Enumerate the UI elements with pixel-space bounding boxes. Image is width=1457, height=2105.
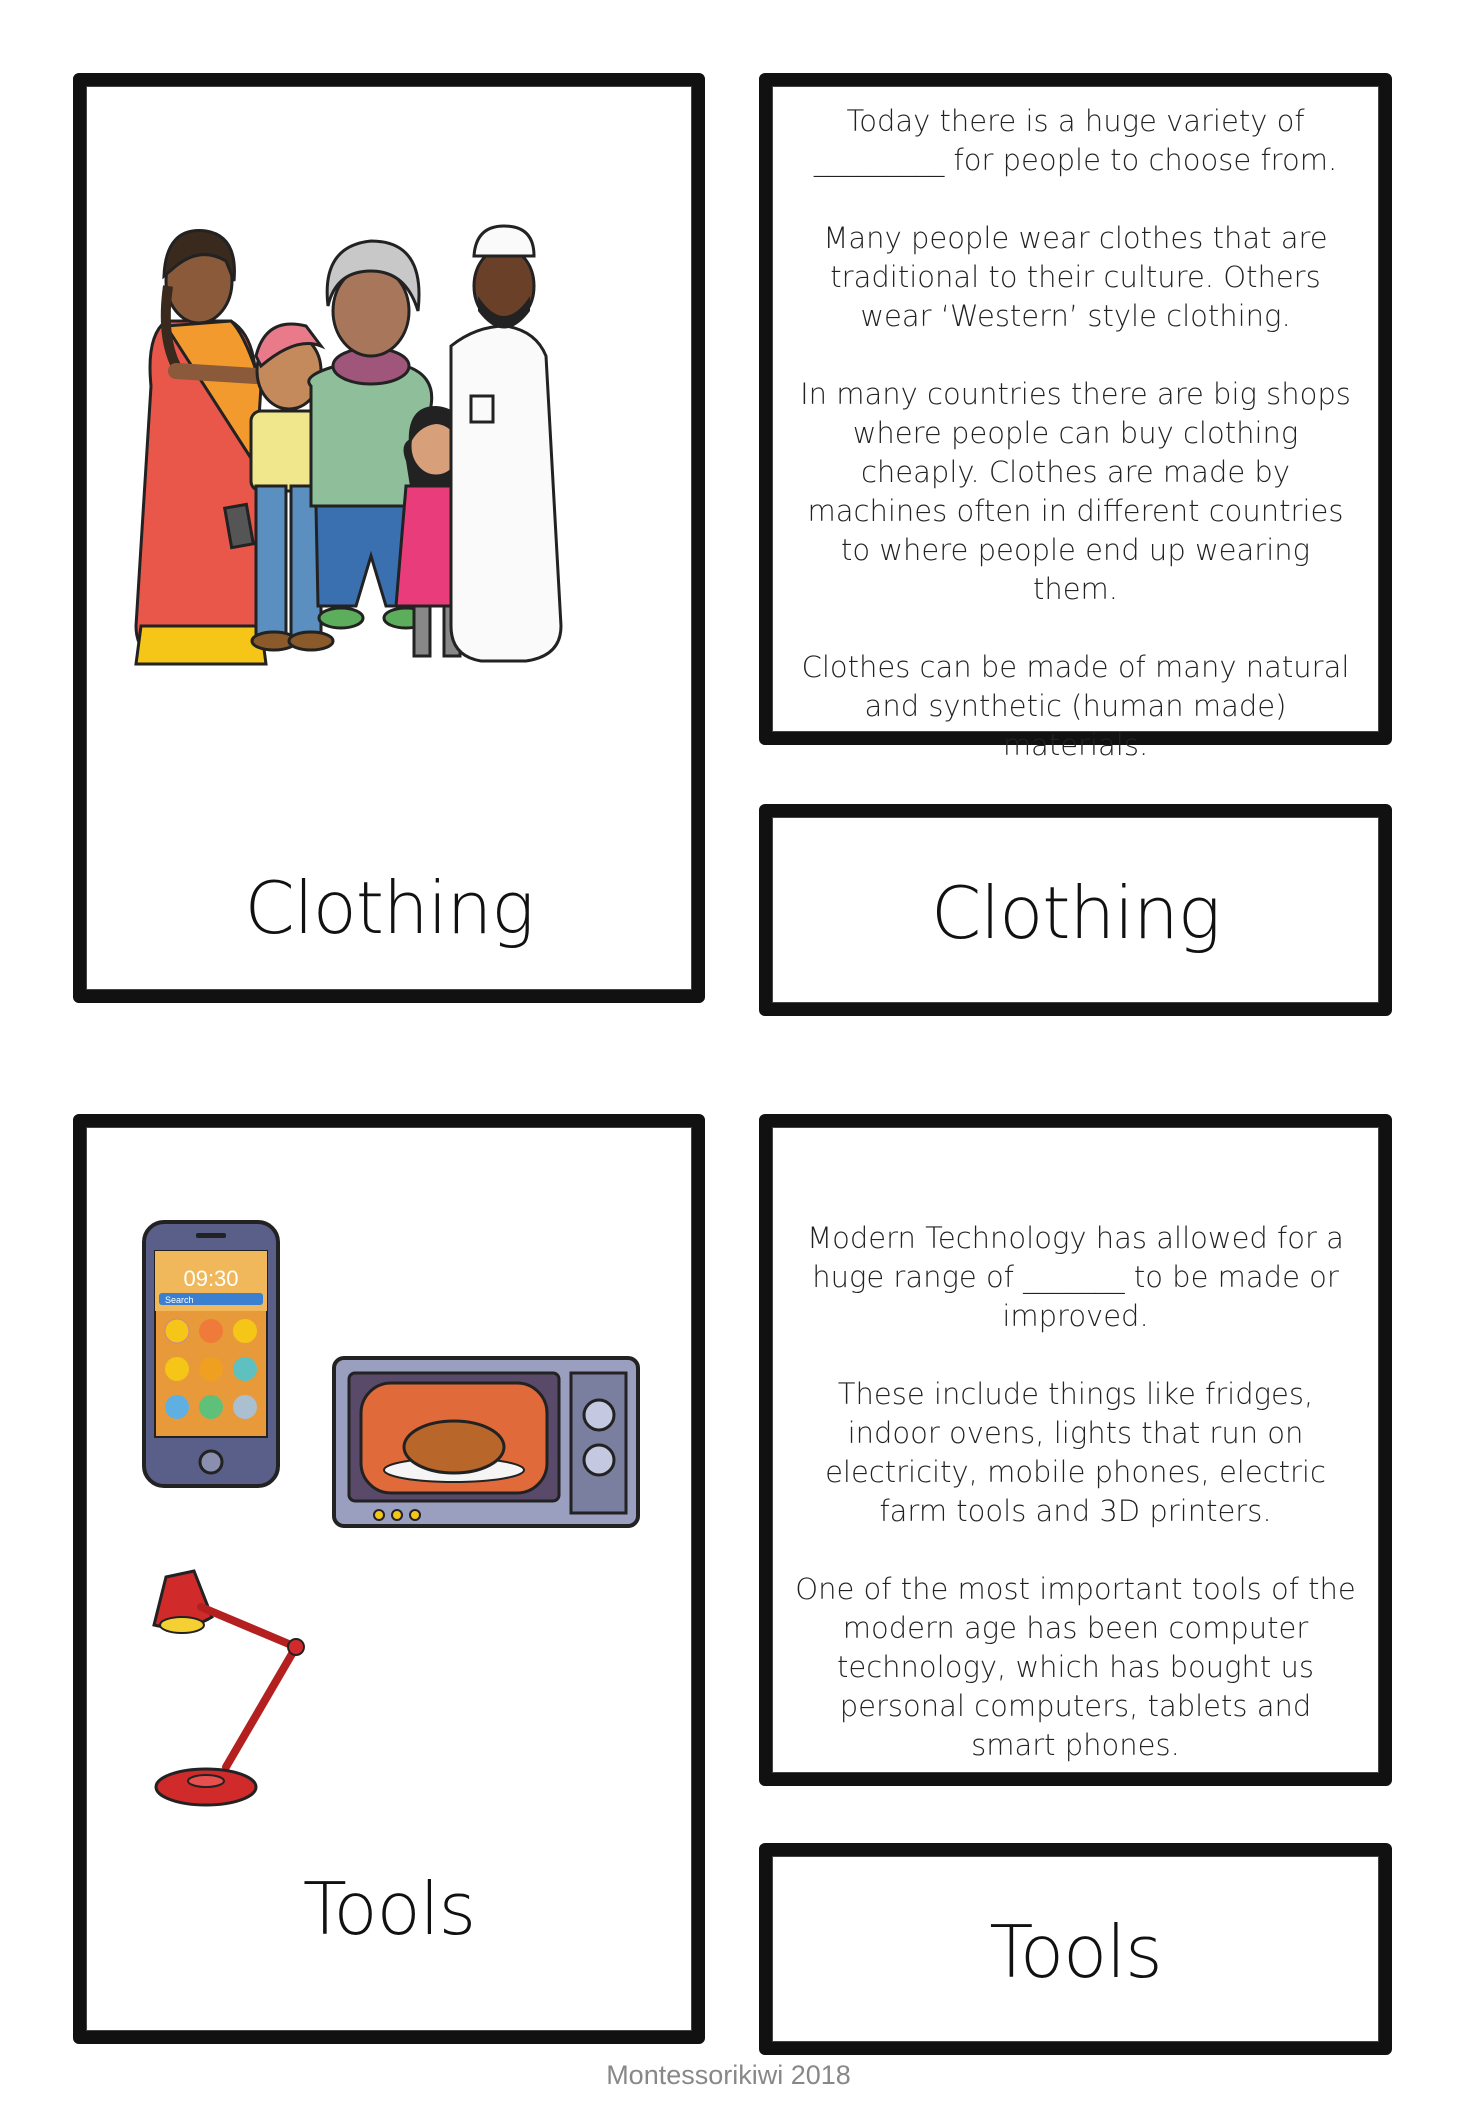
microwave-oven-icon	[331, 1355, 641, 1535]
card-title: Clothing	[930, 871, 1221, 955]
description-paragraph: Many people wear clothes that are traditional to their culture. Others wear ‘Western’ style clothing.	[823, 221, 1328, 333]
phone-time: 09:30	[183, 1266, 239, 1291]
smartphone-icon	[141, 1219, 281, 1489]
phone-search: Search	[165, 1295, 194, 1305]
description-paragraph: One of the most important tools of the modern age has been computer technology, which has bought us personal computers, tablets and smart phones.	[795, 1572, 1356, 1762]
card-title: Tools	[989, 1910, 1162, 1994]
description-paragraph: Clothes can be made of many natural and synthetic (human made) materials.	[801, 650, 1350, 762]
tools-description-text	[794, 1219, 1357, 1765]
man-in-thobe-figure	[451, 226, 561, 661]
desk-lamp-icon	[146, 1567, 316, 1817]
card-title: Tools	[302, 1867, 476, 1951]
description-paragraph: Modern Technology has allowed for a huge range of _______ to be made or improved.	[807, 1221, 1344, 1333]
woman-in-sari-figure	[136, 231, 267, 664]
description-paragraph: In many countries there are big shops where people can buy clothing cheaply. Clothes are made by machines often in different countries to where people end up wearing them.	[800, 377, 1351, 606]
clothing-description-card	[759, 73, 1392, 762]
tools-label-card	[759, 1843, 1392, 2055]
tools-description-card	[759, 1114, 1392, 1786]
clothing-label-card	[759, 804, 1392, 1016]
family-illustration	[106, 186, 686, 726]
clothing-picture-card	[73, 73, 705, 1003]
tools-picture-card	[73, 1114, 705, 2044]
description-paragraph: These include things like fridges, indoor ovens, lights that run on electricity, mobile phones, electric farm tools and 3D printers.	[825, 1377, 1326, 1528]
footer-credit: Montessorikiwi 2018	[606, 2060, 851, 2090]
clothing-description-text	[794, 102, 1357, 765]
card-title: Clothing	[244, 866, 534, 950]
description-paragraph: Today there is a huge variety of _________ for people to choose from.	[813, 104, 1338, 177]
